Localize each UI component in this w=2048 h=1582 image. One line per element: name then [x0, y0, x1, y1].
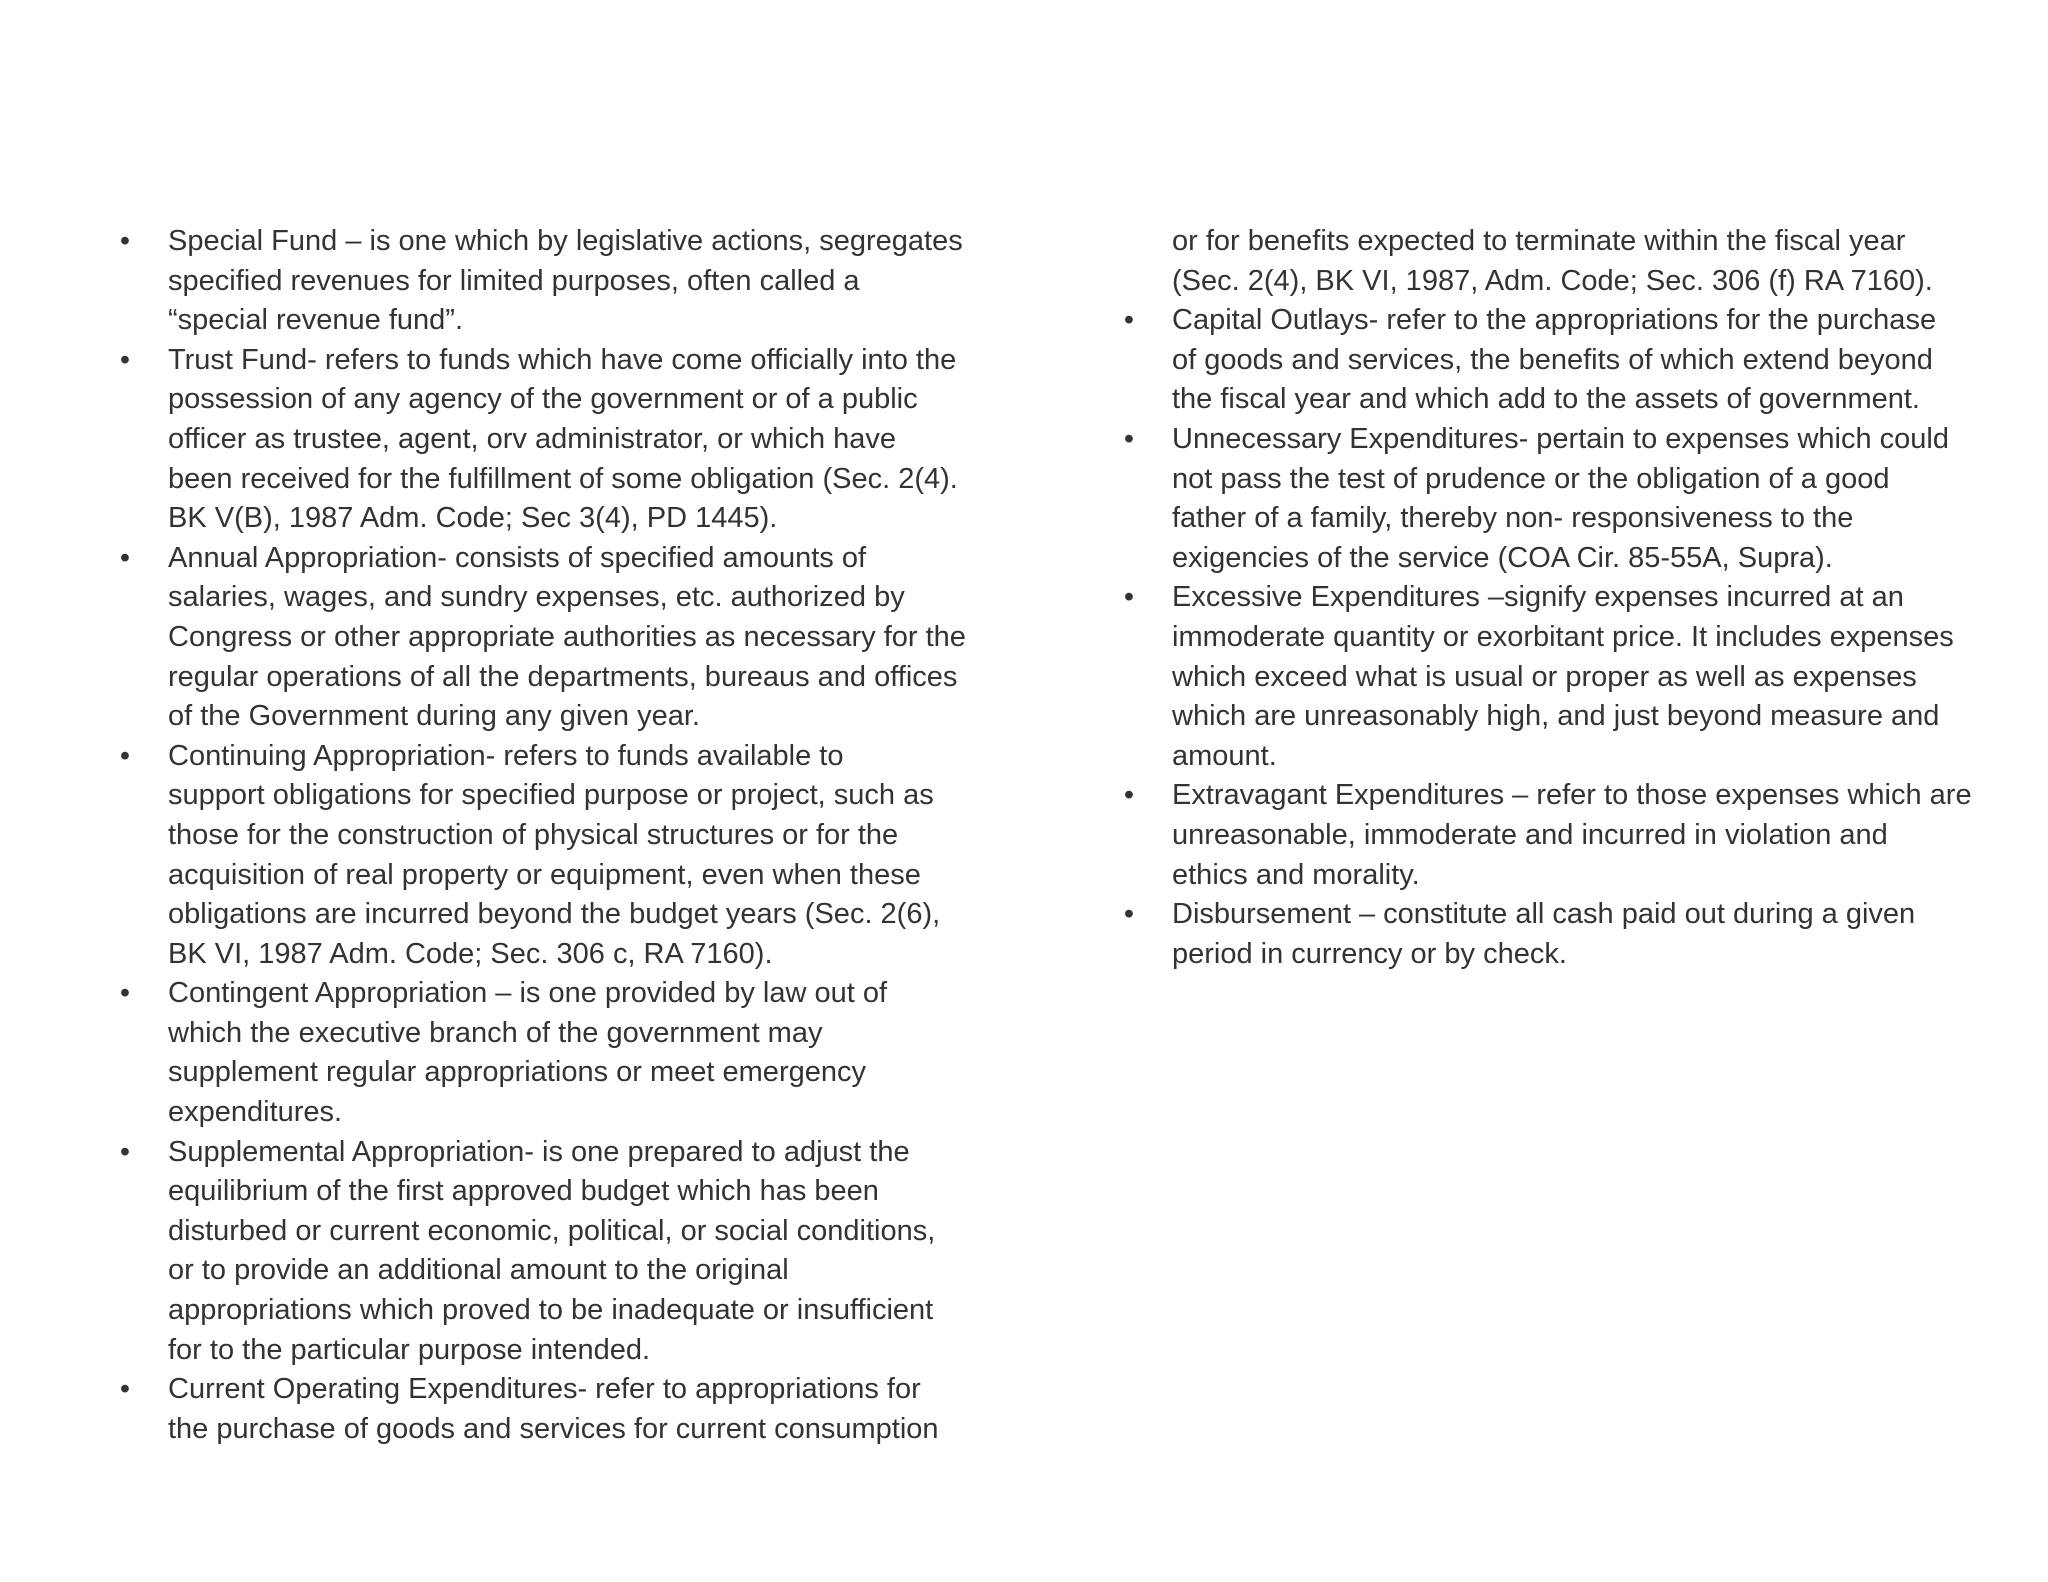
- definition-text: ethics and morality.: [1172, 858, 1420, 891]
- bullet-icon: •: [119, 977, 131, 1010]
- definition-text: amount.: [1172, 739, 1277, 772]
- definition-text: obligations are incurred beyond the budget years (Sec. 2(6),: [168, 898, 941, 931]
- definition-text: equilibrium of the first approved budget which has been: [168, 1175, 879, 1208]
- definition-text: father of a family, thereby non- responsiveness to the: [1172, 502, 1854, 535]
- definition-text: salaries, wages, and sundry expenses, etc. authorized by: [168, 581, 905, 614]
- definition-text: supplement regular appropriations or meet emergency: [168, 1056, 866, 1089]
- definition-line: [118, 1370, 998, 1410]
- definition-text: officer as trustee, agent, orv administrator, or which have: [168, 422, 897, 455]
- definition-item: [118, 1370, 998, 1449]
- definition-text: Annual Appropriation- consists of specified amounts of: [168, 541, 867, 574]
- definition-line: [1122, 658, 2002, 698]
- definition-item: [118, 341, 998, 539]
- definition-text: for to the particular purpose intended.: [168, 1333, 651, 1366]
- definition-item: [118, 222, 998, 341]
- definition-item: [118, 737, 998, 975]
- definition-text: appropriations which proved to be inadequate or insufficient: [168, 1294, 934, 1327]
- definition-line: [118, 697, 998, 737]
- definition-text: expenditures.: [168, 1096, 343, 1129]
- bullet-icon: •: [1123, 779, 1135, 812]
- definition-item: [118, 539, 998, 737]
- definition-line: [1122, 697, 2002, 737]
- definition-text: which exceed what is usual or proper as well as expenses: [1172, 660, 1917, 693]
- definition-line: [118, 1014, 998, 1054]
- definition-text: unreasonable, immoderate and incurred in violation and: [1172, 818, 1888, 851]
- definition-text: acquisition of real property or equipment, even when these: [168, 858, 921, 891]
- definition-text: (Sec. 2(4), BK VI, 1987, Adm. Code; Sec. 306 (f) RA 7160).: [1172, 264, 1933, 297]
- definition-line: [1122, 420, 2002, 460]
- definition-text: period in currency or by check.: [1172, 937, 1567, 970]
- definition-text: which the executive branch of the government may: [168, 1016, 823, 1049]
- definition-line: [1122, 737, 2002, 777]
- definition-item: [1122, 895, 2002, 974]
- definition-line: [1122, 301, 2002, 341]
- left-definition-list: [118, 222, 998, 1449]
- definition-text: of goods and services, the benefits of which extend beyond: [1172, 343, 1933, 376]
- definition-text: those for the construction of physical structures or for the: [168, 818, 899, 851]
- definition-item: [118, 1133, 998, 1371]
- definition-line: [1122, 262, 2002, 302]
- definition-text: or to provide an additional amount to the original: [168, 1254, 789, 1287]
- definition-line: [1122, 380, 2002, 420]
- definition-line: [1122, 578, 2002, 618]
- definition-text: exigencies of the service (COA Cir. 85-55A, Supra).: [1172, 541, 1833, 574]
- definition-text: not pass the test of prudence or the obligation of a good: [1172, 462, 1890, 495]
- bullet-icon: •: [1123, 304, 1135, 337]
- definition-line: [118, 1133, 998, 1173]
- definition-text: possession of any agency of the government or of a public: [168, 383, 918, 416]
- definition-line: [118, 737, 998, 777]
- definition-text: of the Government during any given year.: [168, 700, 700, 733]
- bullet-icon: •: [1123, 422, 1135, 455]
- definition-text: Trust Fund- refers to funds which have come officially into the: [168, 343, 957, 376]
- definition-line: [118, 895, 998, 935]
- definition-line: [1122, 341, 2002, 381]
- definition-text: Capital Outlays- refer to the appropriations for the purchase: [1172, 304, 1937, 337]
- definition-line: [118, 1172, 998, 1212]
- definition-text: the fiscal year and which add to the assets of government.: [1172, 383, 1920, 416]
- definition-text: BK VI, 1987 Adm. Code; Sec. 306 c, RA 7160).: [168, 937, 773, 970]
- definition-line: [118, 341, 998, 381]
- definition-text: regular operations of all the departments, bureaus and offices: [168, 660, 958, 693]
- definition-line: [1122, 222, 2002, 262]
- definition-line: [118, 460, 998, 500]
- bullet-icon: •: [119, 1135, 131, 1168]
- definition-line: [118, 1291, 998, 1331]
- definition-line: [118, 856, 998, 896]
- bullet-icon: •: [119, 541, 131, 574]
- right-column: [1122, 222, 2002, 974]
- definition-text: support obligations for specified purpose or project, such as: [168, 779, 934, 812]
- bullet-icon: •: [1123, 898, 1135, 931]
- definition-line: [118, 222, 998, 262]
- definition-text: Contingent Appropriation – is one provided by law out of: [168, 977, 888, 1010]
- bullet-icon: •: [1123, 581, 1135, 614]
- definition-text: “special revenue fund”.: [168, 304, 463, 337]
- definition-text: which are unreasonably high, and just beyond measure and: [1172, 700, 1940, 733]
- definition-line: [118, 1212, 998, 1252]
- definition-line: [118, 1331, 998, 1371]
- definition-text: immoderate quantity or exorbitant price. It includes expenses: [1172, 620, 1954, 653]
- definition-line: [118, 618, 998, 658]
- definition-line: [118, 935, 998, 975]
- definition-line: [1122, 499, 2002, 539]
- bullet-icon: •: [119, 225, 131, 257]
- bullet-icon: •: [119, 343, 131, 376]
- definition-line: [1122, 776, 2002, 816]
- definition-line: [118, 658, 998, 698]
- definition-text: Current Operating Expenditures- refer to appropriations for: [168, 1373, 921, 1406]
- definition-text: Excessive Expenditures –signify expenses incurred at an: [1172, 581, 1904, 614]
- definition-line: [118, 776, 998, 816]
- definition-text: Disbursement – constitute all cash paid out during a given: [1172, 898, 1916, 931]
- definition-line: [118, 1410, 998, 1450]
- definition-item: [1122, 578, 2002, 776]
- definition-text: Unnecessary Expenditures- pertain to expenses which could: [1172, 422, 1949, 455]
- definition-line: [118, 1251, 998, 1291]
- definition-line: [118, 301, 998, 341]
- definition-text: disturbed or current economic, political, or social conditions,: [168, 1214, 936, 1247]
- definition-text: Continuing Appropriation- refers to funds available to: [168, 739, 844, 772]
- definition-text: BK V(B), 1987 Adm. Code; Sec 3(4), PD 1445).: [168, 502, 778, 535]
- definition-line: [118, 420, 998, 460]
- definition-item: [1122, 776, 2002, 895]
- definition-line: [118, 1093, 998, 1133]
- definition-line: [1122, 856, 2002, 896]
- definition-item: [1122, 420, 2002, 578]
- definition-line: [118, 499, 998, 539]
- definition-text: Special Fund – is one which by legislative actions, segregates: [168, 225, 963, 257]
- definition-text: the purchase of goods and services for current consumption: [168, 1412, 939, 1445]
- definition-line: [1122, 895, 2002, 935]
- definition-item: [118, 974, 998, 1132]
- definition-line: [118, 816, 998, 856]
- definition-line: [1122, 618, 2002, 658]
- definition-text: specified revenues for limited purposes, often called a: [168, 264, 860, 297]
- definition-line: [1122, 539, 2002, 579]
- definition-text: or for benefits expected to terminate within the fiscal year: [1172, 225, 1906, 257]
- definition-text: Extravagant Expenditures – refer to those expenses which are: [1172, 779, 1972, 812]
- definition-line: [118, 974, 998, 1014]
- definition-line: [118, 539, 998, 579]
- definition-line: [118, 262, 998, 302]
- definition-line: [1122, 816, 2002, 856]
- bullet-icon: •: [119, 1373, 131, 1406]
- definition-line: [1122, 935, 2002, 975]
- definition-line: [118, 380, 998, 420]
- definition-line: [118, 578, 998, 618]
- bullet-icon: •: [119, 739, 131, 772]
- definition-text: Congress or other appropriate authorities as necessary for the: [168, 620, 966, 653]
- definition-item: [1122, 301, 2002, 420]
- definition-line: [118, 1053, 998, 1093]
- definition-line: [1122, 460, 2002, 500]
- right-definition-list: [1122, 222, 2002, 974]
- definition-text: Supplemental Appropriation- is one prepared to adjust the: [168, 1135, 910, 1168]
- definition-text: been received for the fulfillment of some obligation (Sec. 2(4).: [168, 462, 958, 495]
- left-column: [118, 222, 998, 1449]
- definition-item: [1122, 222, 2002, 301]
